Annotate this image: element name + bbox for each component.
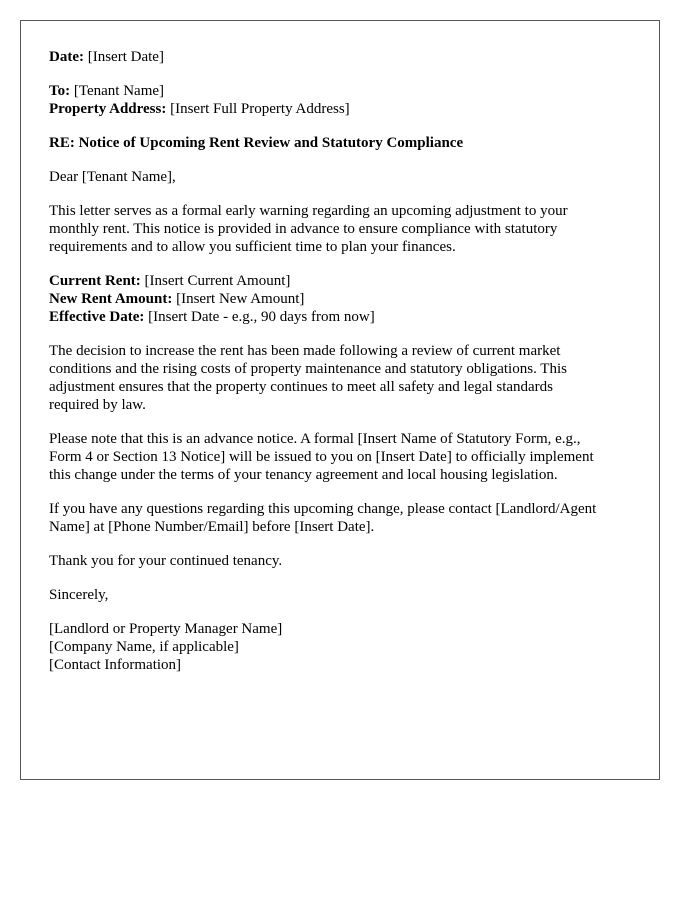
questions-paragraph <box>49 500 649 536</box>
date-label: Date: <box>49 49 84 65</box>
to-line <box>49 82 649 100</box>
reason-line-2: conditions and the rising costs of property maintenance and statutory obligations. This <box>49 361 567 377</box>
new-rent-value: [Insert New Amount] <box>176 291 305 307</box>
signature-company: [Company Name, if applicable] <box>49 639 239 655</box>
date-block <box>49 48 649 66</box>
effective-date-label: Effective Date: <box>49 309 145 325</box>
closing-line: Sincerely, <box>49 587 109 603</box>
thanks-line: Thank you for your continued tenancy. <box>49 553 283 569</box>
advance-line-3: this change under the terms of your tenancy agreement and local housing legislation. <box>49 467 558 483</box>
advance-notice-paragraph <box>49 430 649 484</box>
intro-line-1: This letter serves as a formal early warning regarding an upcoming adjustment to your <box>49 203 568 219</box>
intro-line-3: requirements and to allow you sufficient time to plan your finances. <box>49 239 456 255</box>
reason-paragraph <box>49 342 649 414</box>
new-rent-label: New Rent Amount: <box>49 291 173 307</box>
to-label: To: <box>49 83 71 99</box>
questions-line-1: If you have any questions regarding this upcoming change, please contact [Landlord/Agent <box>49 501 597 517</box>
effective-date-value: [Insert Date - e.g., 90 days from now] <box>148 309 375 325</box>
address-line <box>49 100 649 118</box>
reason-line-1: The decision to increase the rent has been made following a review of current market <box>49 343 561 359</box>
reason-line-4: required by law. <box>49 397 146 413</box>
address-label: Property Address: <box>49 101 167 117</box>
new-rent-line <box>49 290 649 308</box>
date-value: [Insert Date] <box>87 49 164 65</box>
advance-line-2: Form 4 or Section 13 Notice] will be issued to you on [Insert Date] to officially implement <box>49 449 594 465</box>
salutation: Dear [Tenant Name], <box>49 169 176 185</box>
to-value: [Tenant Name] <box>73 83 165 99</box>
reason-line-3: adjustment ensures that the property continues to meet all safety and legal standards <box>49 379 554 395</box>
current-rent-label: Current Rent: <box>49 273 141 289</box>
recipient-block <box>49 82 649 118</box>
intro-paragraph <box>49 202 649 256</box>
rent-details <box>49 272 649 326</box>
signature-block <box>49 620 649 674</box>
questions-line-2: Name] at [Phone Number/Email] before [Insert Date]. <box>49 519 375 535</box>
effective-date-line <box>49 308 649 326</box>
letter-body <box>49 48 649 690</box>
current-rent-line <box>49 272 649 290</box>
intro-line-2: monthly rent. This notice is provided in advance to ensure compliance with statutory <box>49 221 558 237</box>
signature-name: [Landlord or Property Manager Name] <box>49 621 283 637</box>
address-value: [Insert Full Property Address] <box>170 101 350 117</box>
subject-line: RE: Notice of Upcoming Rent Review and Statutory Compliance <box>49 135 464 151</box>
current-rent-value: [Insert Current Amount] <box>144 273 291 289</box>
advance-line-1: Please note that this is an advance notice. A formal [Insert Name of Statutory Form, e.g., <box>49 431 581 447</box>
signature-contact: [Contact Information] <box>49 657 182 673</box>
